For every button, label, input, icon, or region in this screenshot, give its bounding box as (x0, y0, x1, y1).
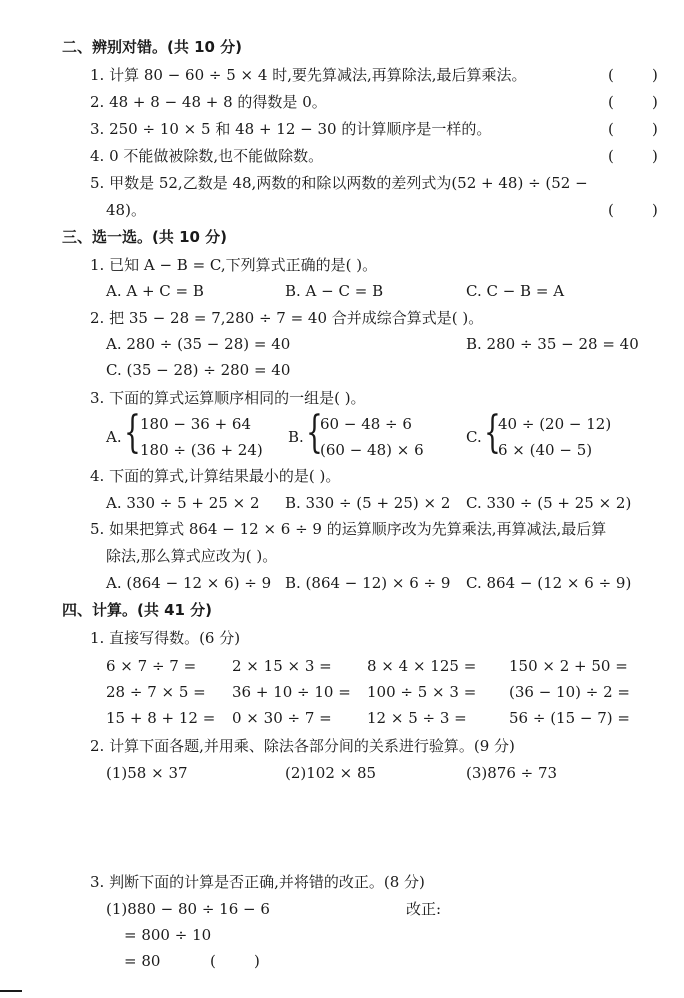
option-b-top: 60 − 48 ÷ 6 (320, 415, 412, 433)
s2-item-5-cont: 48)。 (106, 201, 146, 219)
option-a[interactable]: A. A + C = B (106, 282, 204, 300)
s3-q1: 1. 已知 A − B = C,下列算式正确的是( )。 (90, 256, 378, 274)
mental-math-item: 0 × 30 ÷ 7 = (232, 709, 332, 727)
option-b[interactable]: B. 330 ÷ (5 + 25) × 2 (285, 494, 451, 512)
mental-math-item: 100 ÷ 5 × 3 = (367, 683, 477, 701)
calc-item: (2)102 × 85 (285, 764, 377, 782)
mental-math-item: 15 + 8 + 12 = (106, 709, 216, 727)
option-c[interactable]: C. 330 ÷ (5 + 25 × 2) (466, 494, 632, 512)
option-b[interactable]: B. 280 ÷ 35 − 28 = 40 (466, 335, 639, 353)
option-a[interactable]: A. 280 ÷ (35 − 28) = 40 (106, 335, 291, 353)
mental-math-item: 150 × 2 + 50 = (509, 657, 628, 675)
answer-paren[interactable]: ( ) (608, 66, 658, 84)
s2-item-4: 4. 0 不能做被除数,也不能做除数。 (90, 147, 324, 165)
s3-q5-line1: 5. 如果把算式 864 − 12 × 6 ÷ 9 的运算顺序改为先算乘法,再算减法,最后算 (90, 520, 607, 538)
option-c[interactable]: C. (35 − 28) ÷ 280 = 40 (106, 361, 291, 379)
option-c-bottom: 6 × (40 − 5) (498, 441, 593, 459)
s3-q3: 3. 下面的算式运算顺序相同的一组是( )。 (90, 389, 366, 407)
s4-q1: 1. 直接写得数。(6 分) (90, 629, 241, 647)
option-a-bottom: 180 ÷ (36 + 24) (140, 441, 263, 459)
s2-item-3: 3. 250 ÷ 10 × 5 和 48 + 12 − 30 的计算顺序是一样的。 (90, 120, 492, 138)
option-c[interactable]: C. C − B = A (466, 282, 565, 300)
option-b[interactable]: B. A − C = B (285, 282, 384, 300)
option-c[interactable]: C. 864 − (12 × 6 ÷ 9) (466, 574, 632, 592)
option-a-label[interactable]: A. (106, 428, 122, 446)
option-b-label[interactable]: B. (288, 428, 304, 446)
option-b-bottom: (60 − 48) × 6 (320, 441, 424, 459)
calc-item: (1)58 × 37 (106, 764, 188, 782)
mental-math-item: 6 × 7 ÷ 7 = (106, 657, 197, 675)
option-c-top: 40 ÷ (20 − 12) (498, 415, 612, 433)
answer-paren[interactable]: ( ) (210, 952, 260, 970)
mental-math-item: 36 + 10 ÷ 10 = (232, 683, 351, 701)
s2-item-1: 1. 计算 80 − 60 ÷ 5 × 4 时,要先算减法,再算除法,最后算乘法。 (90, 66, 527, 84)
mental-math-item: 2 × 15 × 3 = (232, 657, 332, 675)
answer-paren[interactable]: ( ) (608, 93, 658, 111)
correction-label: 改正: (406, 900, 442, 918)
answer-paren[interactable]: ( ) (608, 120, 658, 138)
s4-q2: 2. 计算下面各题,并用乘、除法各部分间的关系进行验算。(9 分) (90, 737, 515, 755)
s2-item-5: 5. 甲数是 52,乙数是 48,两数的和除以两数的差列式为(52 + 48) ÷ (52 − (90, 174, 588, 192)
mental-math-item: 8 × 4 × 125 = (367, 657, 477, 675)
left-brace-icon: { (124, 407, 141, 458)
page-edge-mark (0, 990, 22, 998)
option-a[interactable]: A. (864 − 12 × 6) ÷ 9 (106, 574, 272, 592)
s4-q3: 3. 判断下面的计算是否正确,并将错的改正。(8 分) (90, 873, 425, 891)
left-brace-icon: { (306, 407, 323, 458)
option-b[interactable]: B. (864 − 12) × 6 ÷ 9 (285, 574, 451, 592)
s3-q5-line2: 除法,那么算式应改为( )。 (106, 547, 278, 565)
section-4-heading: 四、计算。(共 41 分) (62, 601, 213, 619)
section-2-heading: 二、辨别对错。(共 10 分) (62, 38, 243, 56)
s3-q2: 2. 把 35 − 28 = 7,280 ÷ 7 = 40 合并成综合算式是( )。 (90, 309, 484, 327)
option-a-top: 180 − 36 + 64 (140, 415, 252, 433)
calc-line-1: (1)880 − 80 ÷ 16 − 6 (106, 900, 270, 918)
left-brace-icon: { (484, 407, 501, 458)
calc-line-3: = 80 (124, 952, 161, 970)
mental-math-item: 28 ÷ 7 × 5 = (106, 683, 206, 701)
answer-paren[interactable]: ( ) (608, 147, 658, 165)
s3-q4: 4. 下面的算式,计算结果最小的是( )。 (90, 467, 341, 485)
section-3-heading: 三、选一选。(共 10 分) (62, 228, 228, 246)
calc-item: (3)876 ÷ 73 (466, 764, 558, 782)
calc-line-2: = 800 ÷ 10 (124, 926, 212, 944)
answer-paren[interactable]: ( ) (608, 201, 658, 219)
option-c-label[interactable]: C. (466, 428, 482, 446)
mental-math-item: (36 − 10) ÷ 2 = (509, 683, 630, 701)
option-a[interactable]: A. 330 ÷ 5 + 25 × 2 (106, 494, 260, 512)
s2-item-2: 2. 48 + 8 − 48 + 8 的得数是 0。 (90, 93, 327, 111)
mental-math-item: 12 × 5 ÷ 3 = (367, 709, 467, 727)
mental-math-item: 56 ÷ (15 − 7) = (509, 709, 630, 727)
